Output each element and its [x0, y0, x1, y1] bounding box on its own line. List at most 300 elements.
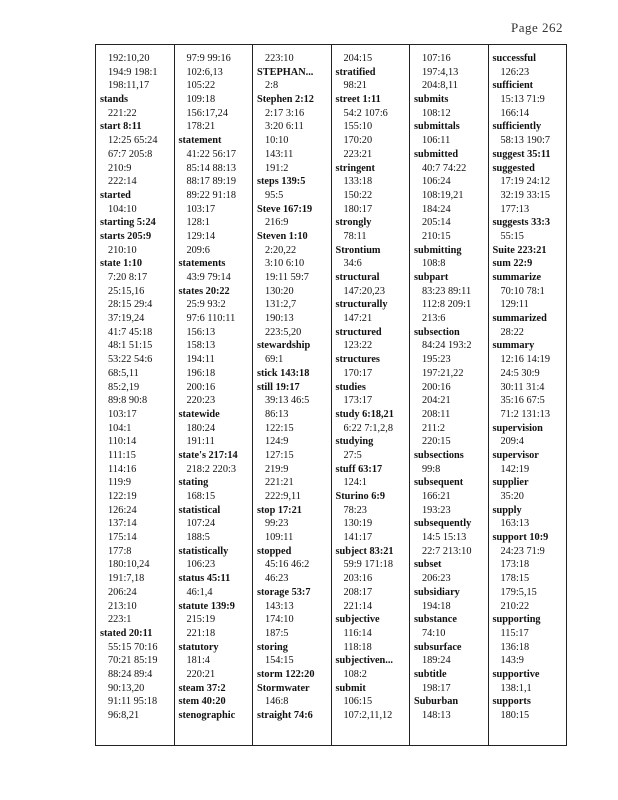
index-term: strongly [335, 217, 372, 229]
index-reference: 204:21 [422, 395, 451, 407]
index-reference: 166:14 [500, 107, 530, 119]
index-reference: 204:15 [343, 53, 373, 64]
index-term: stuff 63:17 [335, 463, 383, 475]
index-term: storage 53:7 [257, 586, 311, 598]
index-reference: 99:8 [422, 463, 441, 475]
index-reference: 70:21 85:19 [108, 655, 158, 667]
index-reference: 43:9 79:14 [186, 272, 231, 283]
index-term: state's 217:14 [178, 449, 238, 461]
index-term: Strontium [335, 244, 381, 256]
index-reference: 96:8,21 [108, 710, 140, 721]
index-term: stenographic [178, 710, 236, 721]
index-term: subject 83:21 [335, 545, 394, 557]
index-reference: 221:21 [265, 477, 294, 489]
index-reference: 46:1,4 [186, 586, 213, 598]
index-reference: 191:2 [265, 162, 289, 174]
index-reference: 41:7 45:18 [108, 326, 153, 338]
index-reference: 155:10 [343, 121, 373, 133]
index-term: suggests 33:3 [492, 217, 550, 229]
index-reference: 116:14 [343, 627, 372, 639]
index-reference: 133:18 [343, 176, 373, 188]
index-reference: 108:19,21 [422, 189, 464, 201]
index-reference: 108:8 [422, 258, 446, 270]
index-reference: 174:10 [265, 614, 294, 626]
index-reference: 180:17 [343, 203, 373, 215]
index-reference: 27:5 [343, 449, 362, 461]
index-term: Steven 1:10 [257, 230, 308, 242]
index-reference: 200:16 [186, 381, 216, 393]
index-term: started [100, 189, 131, 201]
index-reference: 39:13 46:5 [265, 395, 310, 407]
index-table [95, 44, 567, 746]
index-reference: 191:11 [186, 436, 215, 448]
index-reference: 123:22 [343, 340, 373, 352]
index-reference: 28:22 [500, 326, 524, 338]
index-reference: 122:15 [265, 422, 294, 434]
index-term: stem 40:20 [178, 696, 226, 708]
index-reference: 196:18 [186, 367, 216, 379]
index-reference: 70:10 78:1 [500, 285, 545, 297]
index-reference: 109:11 [265, 532, 294, 544]
index-reference: 107:24 [186, 518, 216, 530]
index-reference: 111:15 [108, 449, 136, 461]
index-reference: 198:11,17 [108, 80, 150, 92]
index-reference: 114:16 [108, 463, 137, 475]
index-term: Steve 167:19 [257, 203, 313, 215]
index-term: stick 143:18 [257, 367, 310, 379]
index-reference: 193:23 [422, 504, 451, 516]
index-term: subjectiven... [335, 655, 393, 667]
index-reference: 118:18 [343, 641, 372, 653]
index-reference: 163:13 [500, 518, 530, 530]
index-reference: 54:2 107:6 [343, 107, 388, 119]
index-reference: 12:25 65:24 [108, 135, 158, 147]
index-reference: 35:16 67:5 [500, 395, 545, 407]
index-term: supplier [492, 477, 529, 489]
index-reference: 103:17 [186, 203, 216, 215]
index-reference: 203:16 [343, 573, 373, 585]
index-reference: 2:17 3:16 [265, 107, 305, 119]
index-reference: 142:19 [500, 463, 530, 475]
index-term: stopped [257, 545, 292, 557]
index-column-4 [332, 45, 411, 745]
index-reference: 175:14 [108, 532, 137, 544]
index-term: submit [335, 682, 366, 694]
index-reference: 130:19 [343, 518, 373, 530]
index-reference: 34:6 [343, 258, 362, 270]
index-reference: 46:23 [265, 573, 289, 585]
index-reference: 105:22 [186, 80, 216, 92]
index-term: structurally [335, 299, 388, 311]
index-reference: 130:20 [265, 285, 294, 297]
index-reference: 209:6 [186, 244, 210, 256]
index-term: studying [335, 436, 374, 448]
index-term: subtitle [414, 668, 447, 680]
index-term: subsidiary [414, 586, 460, 598]
index-term: structural [335, 272, 380, 283]
index-reference: 110:14 [108, 436, 137, 448]
index-reference: 198:17 [422, 682, 451, 694]
index-reference: 85:2,19 [108, 381, 140, 393]
index-term: starting 5:24 [100, 217, 156, 229]
index-reference: 104:1 [108, 422, 132, 434]
index-term: sufficient [492, 80, 534, 92]
index-reference: 210:9 [108, 162, 132, 174]
index-term: storm 122:20 [257, 668, 315, 680]
index-reference: 179:5,15 [500, 586, 537, 598]
index-term: supply [492, 504, 522, 516]
index-reference: 2:8 [265, 80, 279, 92]
index-reference: 222:14 [108, 176, 137, 188]
index-term: statute 139:9 [178, 600, 235, 612]
index-reference: 206:24 [108, 586, 137, 598]
index-reference: 141:17 [343, 532, 373, 544]
index-reference: 88:17 89:19 [186, 176, 236, 188]
index-term: steam 37:2 [178, 682, 226, 694]
index-term: stewardship [257, 340, 311, 352]
index-term: summary [492, 340, 535, 352]
index-reference: 89:8 90:8 [108, 395, 148, 407]
index-reference: 48:1 51:15 [108, 340, 153, 352]
index-reference: 156:17,24 [186, 107, 228, 119]
index-reference: 222:9,11 [265, 491, 301, 502]
index-reference: 137:14 [108, 518, 137, 530]
index-reference: 210:15 [422, 230, 451, 242]
index-reference: 158:13 [186, 340, 216, 352]
index-reference: 78:11 [343, 230, 367, 242]
index-term: studies [335, 381, 366, 393]
index-reference: 216:9 [265, 217, 289, 229]
index-term: stratified [335, 66, 376, 78]
index-reference: 91:11 95:18 [108, 696, 158, 708]
index-reference: 146:8 [265, 696, 289, 708]
index-reference: 220:15 [422, 436, 451, 448]
index-reference: 191:7,18 [108, 573, 145, 585]
index-reference: 138:1,1 [500, 682, 532, 694]
index-column-6 [489, 45, 567, 745]
index-term: steps 139:5 [257, 176, 306, 188]
index-term: stands [100, 94, 129, 106]
index-reference: 15:13 71:9 [500, 94, 545, 106]
index-reference: 25:9 93:2 [186, 299, 226, 311]
index-term: submitted [414, 148, 459, 160]
index-reference: 126:24 [108, 504, 137, 516]
index-term: statewide [178, 408, 220, 420]
index-term: summarize [492, 272, 542, 283]
index-reference: 148:13 [422, 710, 451, 721]
index-reference: 109:18 [186, 94, 216, 106]
index-reference: 14:5 15:13 [422, 532, 467, 544]
index-reference: 131:2,7 [265, 299, 297, 311]
index-term: subsection [414, 326, 460, 338]
index-column-5 [410, 45, 489, 745]
index-term: substance [414, 614, 457, 626]
index-reference: 59:9 171:18 [343, 559, 393, 571]
index-reference: 221:18 [186, 627, 216, 639]
index-reference: 40:7 74:22 [422, 162, 467, 174]
index-term: supporting [492, 614, 541, 626]
index-reference: 189:24 [422, 655, 451, 667]
index-reference: 187:5 [265, 627, 289, 639]
index-reference: 98:21 [343, 80, 367, 92]
index-reference: 107:2,11,12 [343, 710, 393, 721]
index-reference: 126:23 [500, 66, 530, 78]
page-number: Page 262 [510, 20, 563, 35]
index-reference: 106:24 [422, 176, 451, 188]
index-term: statistically [178, 545, 229, 557]
index-reference: 68:5,11 [108, 367, 139, 379]
index-reference: 147:21 [343, 313, 373, 325]
index-reference: 97:6 110:11 [186, 313, 236, 325]
index-reference: 177:13 [500, 203, 530, 215]
index-reference: 129:11 [500, 299, 529, 311]
index-term: Suite 223:21 [492, 244, 547, 256]
index-reference: 84:24 193:2 [422, 340, 472, 352]
index-term: stating [178, 477, 209, 489]
index-term: supervision [492, 422, 543, 434]
index-reference: 223:10 [265, 53, 294, 64]
index-term: subsections [414, 449, 464, 461]
index-reference: 219:9 [265, 463, 289, 475]
index-reference: 37:19,24 [108, 313, 145, 325]
index-reference: 58:13 190:7 [500, 135, 550, 147]
index-reference: 129:14 [186, 230, 216, 242]
index-reference: 99:23 [265, 518, 289, 530]
index-term: support 10:9 [492, 532, 549, 544]
index-reference: 180:15 [500, 710, 530, 721]
index-reference: 89:22 91:18 [186, 189, 236, 201]
index-reference: 24:23 71:9 [500, 545, 545, 557]
index-reference: 197:4,13 [422, 66, 459, 78]
index-term: suggest 35:11 [492, 148, 551, 160]
index-term: sum 22:9 [492, 258, 533, 270]
index-reference: 173:18 [500, 559, 530, 571]
index-reference: 215:19 [186, 614, 216, 626]
index-term: supportive [492, 668, 540, 680]
index-term: starts 205:9 [100, 230, 152, 242]
index-reference: 78:23 [343, 504, 367, 516]
index-reference: 180:24 [186, 422, 216, 434]
index-reference: 195:23 [422, 354, 451, 366]
index-reference: 10:10 [265, 135, 289, 147]
index-reference: 170:17 [343, 367, 373, 379]
index-reference: 194:11 [186, 354, 215, 366]
index-reference: 143:9 [500, 655, 524, 667]
index-term: subset [414, 559, 442, 571]
index-term: submits [414, 94, 449, 106]
index-reference: 3:10 6:10 [265, 258, 305, 270]
index-column-2 [175, 45, 254, 745]
index-term: suggested [492, 162, 535, 174]
index-reference: 210:10 [108, 244, 137, 256]
index-reference: 180:10,24 [108, 559, 150, 571]
index-reference: 3:20 6:11 [265, 121, 304, 133]
index-reference: 107:16 [422, 53, 451, 64]
index-reference: 200:16 [422, 381, 451, 393]
index-reference: 178:21 [186, 121, 216, 133]
index-column-1 [96, 45, 175, 745]
index-reference: 124:1 [343, 477, 367, 489]
index-reference: 19:11 59:7 [265, 272, 309, 283]
index-reference: 166:21 [422, 491, 451, 502]
index-reference: 190:13 [265, 313, 294, 325]
index-reference: 97:9 99:16 [186, 53, 231, 64]
index-term: statements [178, 258, 226, 270]
index-reference: 2:20,22 [265, 244, 297, 256]
index-reference: 143:13 [265, 600, 294, 612]
index-term: status 45:11 [178, 573, 231, 585]
index-term: Suburban [414, 696, 459, 708]
index-term: sufficiently [492, 121, 542, 133]
index-reference: 108:12 [422, 107, 451, 119]
index-reference: 12:16 14:19 [500, 354, 550, 366]
index-reference: 223:1 [108, 614, 132, 626]
index-reference: 108:2 [343, 668, 367, 680]
index-term: storing [257, 641, 288, 653]
index-reference: 170:20 [343, 135, 373, 147]
index-reference: 136:18 [500, 641, 530, 653]
index-reference: 53:22 54:6 [108, 354, 153, 366]
index-term: subsurface [414, 641, 462, 653]
index-term: statutory [178, 641, 219, 653]
index-reference: 194:18 [422, 600, 451, 612]
index-reference: 17:19 24:12 [500, 176, 550, 188]
index-reference: 106:15 [343, 696, 373, 708]
index-term: STEPHAN... [257, 66, 314, 78]
index-term: subjective [335, 614, 380, 626]
index-reference: 210:22 [500, 600, 530, 612]
index-reference: 220:23 [186, 395, 216, 407]
index-reference: 184:24 [422, 203, 451, 215]
index-reference: 128:1 [186, 217, 210, 229]
index-term: stop 17:21 [257, 504, 302, 516]
index-term: subsequent [414, 477, 464, 489]
index-term: stringent [335, 162, 375, 174]
index-reference: 115:17 [500, 627, 529, 639]
index-reference: 150:22 [343, 189, 373, 201]
index-reference: 173:17 [343, 395, 373, 407]
index-reference: 192:10,20 [108, 53, 150, 64]
index-reference: 221:14 [343, 600, 373, 612]
index-reference: 213:10 [108, 600, 137, 612]
index-reference: 6:22 7:1,2,8 [343, 422, 393, 434]
index-reference: 178:15 [500, 573, 530, 585]
index-reference: 95:5 [265, 189, 284, 201]
index-term: statistical [178, 504, 221, 516]
index-reference: 197:21,22 [422, 367, 464, 379]
index-reference: 204:8,11 [422, 80, 458, 92]
index-term: states 20:22 [178, 285, 230, 297]
index-reference: 208:11 [422, 408, 451, 420]
index-reference: 208:17 [343, 586, 373, 598]
index-term: successful [492, 53, 536, 64]
index-term: still 19:17 [257, 381, 300, 393]
index-reference: 30:11 31:4 [500, 381, 545, 393]
index-reference: 156:13 [186, 326, 216, 338]
index-reference: 147:20,23 [343, 285, 385, 297]
index-reference: 223:5,20 [265, 326, 302, 338]
index-reference: 220:21 [186, 668, 216, 680]
index-reference: 55:15 [500, 230, 524, 242]
index-reference: 188:5 [186, 532, 210, 544]
index-reference: 119:9 [108, 477, 132, 489]
index-reference: 213:6 [422, 313, 446, 325]
index-reference: 154:15 [265, 655, 294, 667]
index-reference: 55:15 70:16 [108, 641, 158, 653]
index-reference: 127:15 [265, 449, 294, 461]
index-reference: 69:1 [265, 354, 284, 366]
index-term: straight 74:6 [257, 710, 313, 721]
index-reference: 124:9 [265, 436, 289, 448]
index-reference: 177:8 [108, 545, 132, 557]
index-term: subsequently [414, 518, 472, 530]
index-reference: 104:10 [108, 203, 137, 215]
index-term: structured [335, 326, 382, 338]
index-reference: 122:19 [108, 491, 137, 502]
index-reference: 90:13,20 [108, 682, 145, 694]
index-term: supports [492, 696, 531, 708]
index-reference: 85:14 88:13 [186, 162, 236, 174]
index-reference: 45:16 46:2 [265, 559, 310, 571]
index-reference: 28:15 29:4 [108, 299, 153, 311]
index-reference: 209:4 [500, 436, 524, 448]
index-reference: 83:23 89:11 [422, 285, 472, 297]
index-reference: 112:8 209:1 [422, 299, 472, 311]
index-reference: 103:17 [108, 408, 137, 420]
index-reference: 143:11 [265, 148, 294, 160]
index-reference: 41:22 56:17 [186, 148, 236, 160]
index-reference: 71:2 131:13 [500, 408, 550, 420]
index-term: Stormwater [257, 682, 310, 694]
index-term: supervisor [492, 449, 539, 461]
index-reference: 35:20 [500, 491, 524, 502]
index-term: state 1:10 [100, 258, 143, 270]
index-column-3 [253, 45, 332, 745]
index-term: stated 20:11 [100, 627, 153, 639]
index-term: structures [335, 354, 380, 366]
index-reference: 86:13 [265, 408, 289, 420]
index-reference: 24:5 30:9 [500, 367, 540, 379]
index-reference: 218:2 220:3 [186, 463, 236, 475]
index-reference: 221:22 [108, 107, 137, 119]
index-reference: 25:15,16 [108, 285, 145, 297]
index-term: Sturino 6:9 [335, 491, 385, 502]
index-reference: 67:7 205:8 [108, 148, 153, 160]
index-term: summarized [492, 313, 547, 325]
index-reference: 194:9 198:1 [108, 66, 158, 78]
index-term: start 8:11 [100, 121, 142, 133]
index-reference: 223:21 [343, 148, 373, 160]
index-term: subpart [414, 272, 449, 283]
index-reference: 181:4 [186, 655, 210, 667]
index-term: Stephen 2:12 [257, 94, 314, 106]
index-reference: 7:20 8:17 [108, 272, 148, 283]
index-reference: 102:6,13 [186, 66, 223, 78]
index-reference: 88:24 89:4 [108, 668, 153, 680]
index-reference: 205:14 [422, 217, 451, 229]
index-reference: 168:15 [186, 491, 216, 502]
index-reference: 206:23 [422, 573, 451, 585]
index-term: street 1:11 [335, 94, 381, 106]
index-reference: 74:10 [422, 627, 446, 639]
index-term: study 6:18,21 [335, 408, 394, 420]
index-reference: 32:19 33:15 [500, 189, 550, 201]
index-term: submitting [414, 244, 462, 256]
index-term: submittals [414, 121, 460, 133]
index-term: statement [178, 135, 222, 147]
index-reference: 106:23 [186, 559, 216, 571]
index-reference: 106:11 [422, 135, 451, 147]
